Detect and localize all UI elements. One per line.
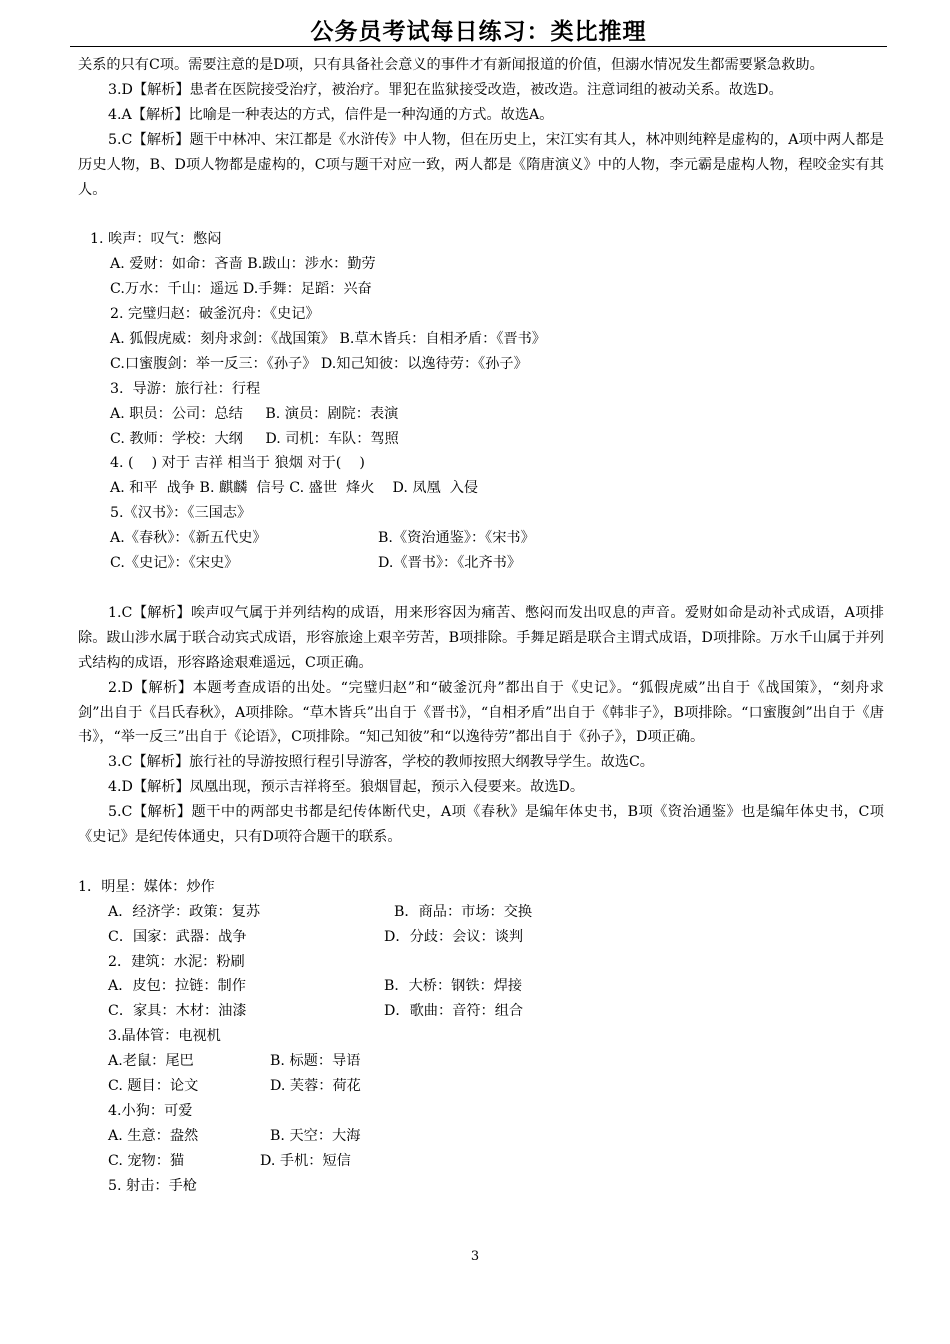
- question-1: 1. 唉声：叹气：憋闷: [90, 231, 222, 248]
- option-c: C.《史记》：《宋史》: [110, 555, 239, 572]
- question-3: 3.晶体管：电视机: [108, 1028, 221, 1045]
- option-c: C．家具：木材：油漆: [108, 1003, 247, 1020]
- header-divider: [70, 46, 887, 47]
- page-number: 3: [470, 1249, 480, 1264]
- question-3-options-ab: A. 职员：公司：总结 B. 演员：剧院：表演: [110, 405, 399, 422]
- answer-2: 2.D【解析】本题考查成语的出处。“完璧归赵”和“破釜沉舟”都出自于《史记》。“狐假虎威”出自于《战国策》，“刻舟求剑”出自于《吕氏春秋》，A项排除。“草木皆兵”出自于《晋书》，“自相矛盾”出自于《韩非子》，B项排除。“口蜜腹剑”出自于《唐书》，“举一反三”出自于《论语》，C项排除。“知己知彼”和“以逸待劳”都出自于《孙子》，D项正确。: [78, 679, 884, 746]
- spacer: [78, 202, 884, 227]
- question-3-options-cd: [78, 1074, 884, 1099]
- option-a: A．皮包：拉链：制作: [108, 978, 246, 995]
- answer-continuation: 关系的只有C项。需要注意的是D项，只有具备社会意义的事件才有新闻报道的价值，但溺水情况发生都需要紧急救助。: [78, 57, 824, 73]
- answer-3: 3.C【解析】旅行社的导游按照行程引导游客，学校的教师按照大纲教导学生。故选C。: [108, 754, 654, 771]
- option-d: D.《晋书》：《北齐书》: [378, 555, 522, 572]
- option-d: D. 芙蓉：荷花: [270, 1078, 361, 1095]
- document-body: [78, 53, 884, 1199]
- question-2-options-ab: A. 狐假虎威：刻舟求剑：《战国策》 B.草木皆兵：自相矛盾：《晋书》: [110, 330, 546, 347]
- question-3-options-ab: [78, 1049, 884, 1074]
- option-d: D．歌曲：音符：组合: [384, 1003, 524, 1020]
- option-a: A. 生意：盎然: [108, 1127, 199, 1144]
- question-2-options-cd: C.口蜜腹剑：举一反三：《孙子》 D.知己知彼：以逸待劳：《孙子》: [110, 355, 528, 372]
- spacer: [78, 850, 884, 875]
- answer-4: 4.D【解析】凤凰出现，预示吉祥将至。狼烟冒起，预示入侵要来。故选D。: [108, 779, 585, 796]
- answer-1: 1.C【解析】唉声叹气属于并列结构的成语，用来形容因为痛苦、憋闷而发出叹息的声音。爱财如命是动补式成语，A项排除。跋山涉水属于联合动宾式成语，形容旅途上艰辛劳苦，B项排除。手舞足蹈是联合主谓式成语，D项排除。万水千山属于并列式结构的成语，形容路途艰难遥远，C项正确。: [78, 604, 884, 671]
- answer-5: 5.C【解析】题干中的两部史书都是纪传体断代史，A项《春秋》是编年体史书，B项《资治通鉴》也是编年体史书，C项《史记》是纪传体通史，只有D项符合题干的联系。: [78, 804, 884, 846]
- question-5-options-ab: [78, 526, 884, 551]
- option-c: C. 宠物：猫: [108, 1152, 185, 1169]
- question-5: 5.《汉书》：《三国志》: [110, 505, 252, 522]
- page-header-title: 公务员考试每日练习：类比推理: [310, 19, 647, 45]
- question-5: 5. 射击：手枪: [108, 1177, 197, 1194]
- option-b: B.《资治通鉴》：《宋书》: [378, 530, 535, 547]
- option-a: A.老鼠：尾巴: [108, 1053, 194, 1070]
- question-1-options-ab: [78, 900, 884, 925]
- option-a: A．经济学：政策：复苏: [108, 903, 261, 920]
- question-3-options-cd: C. 教师：学校：大纲 D. 司机：车队：驾照: [110, 430, 399, 447]
- question-4-options-ab: [78, 1124, 884, 1149]
- option-a: A.《春秋》：《新五代史》: [110, 530, 267, 547]
- option-d: D．分歧：会议：谈判: [384, 928, 524, 945]
- question-1-options-cd: C.万水：千山：遥远 D.手舞：足蹈：兴奋: [110, 281, 372, 298]
- question-3: 3. 导游：旅行社：行程: [110, 380, 261, 397]
- answer-3: 3.D【解析】患者在医院接受治疗，被治疗。罪犯在监狱接受改造，被改造。注意词组的被动关系。故选D。: [108, 81, 783, 98]
- question-2: 2．建筑：水泥：粉刷: [108, 953, 245, 970]
- question-2-options-cd: [78, 999, 884, 1024]
- question-1-options-cd: [78, 925, 884, 950]
- question-4: 4.小狗：可爱: [108, 1103, 193, 1120]
- option-b: B．商品：市场：交换: [394, 903, 533, 920]
- question-1: 1．明星：媒体：炒作: [78, 878, 215, 895]
- question-2: 2. 完璧归赵：破釜沉舟：《史记》: [110, 306, 320, 323]
- option-c: C. 题目：论文: [108, 1078, 199, 1095]
- spacer: [78, 576, 884, 601]
- option-c: C．国家：武器：战争: [108, 928, 247, 945]
- option-b: B. 天空：大海: [270, 1127, 361, 1144]
- option-d: D. 手机：短信: [260, 1152, 351, 1169]
- answer-5: 5.C【解析】题干中林冲、宋江都是《水浒传》中人物，但在历史上，宋江实有其人，林冲则纯粹是虚构的，A项中两人都是历史人物，B、D项人物都是虚构的，C项与题干对应一致，两人都是《隋唐演义》中的人物，李元霸是虚构人物，程咬金实有其人。: [78, 131, 884, 198]
- question-4: 4. ( ) 对于 吉祥 相当于 狼烟 对于( ): [110, 455, 365, 472]
- answer-4: 4.A【解析】比喻是一种表达的方式，信件是一种沟通的方式。故选A。: [108, 106, 554, 123]
- question-5-options-cd: [78, 551, 884, 576]
- question-1-options-ab: A. 爱财：如命：吝啬 B.跋山：涉水：勤劳: [110, 256, 376, 273]
- option-b: B. 标题：导语: [270, 1053, 361, 1070]
- question-4-options: A. 和平 战争 B. 麒麟 信号 C. 盛世 烽火 D. 凤凰 入侵: [110, 480, 479, 497]
- question-4-options-cd: [78, 1149, 884, 1174]
- option-b: B．大桥：钢铁：焊接: [384, 978, 523, 995]
- question-2-options-ab: [78, 974, 884, 999]
